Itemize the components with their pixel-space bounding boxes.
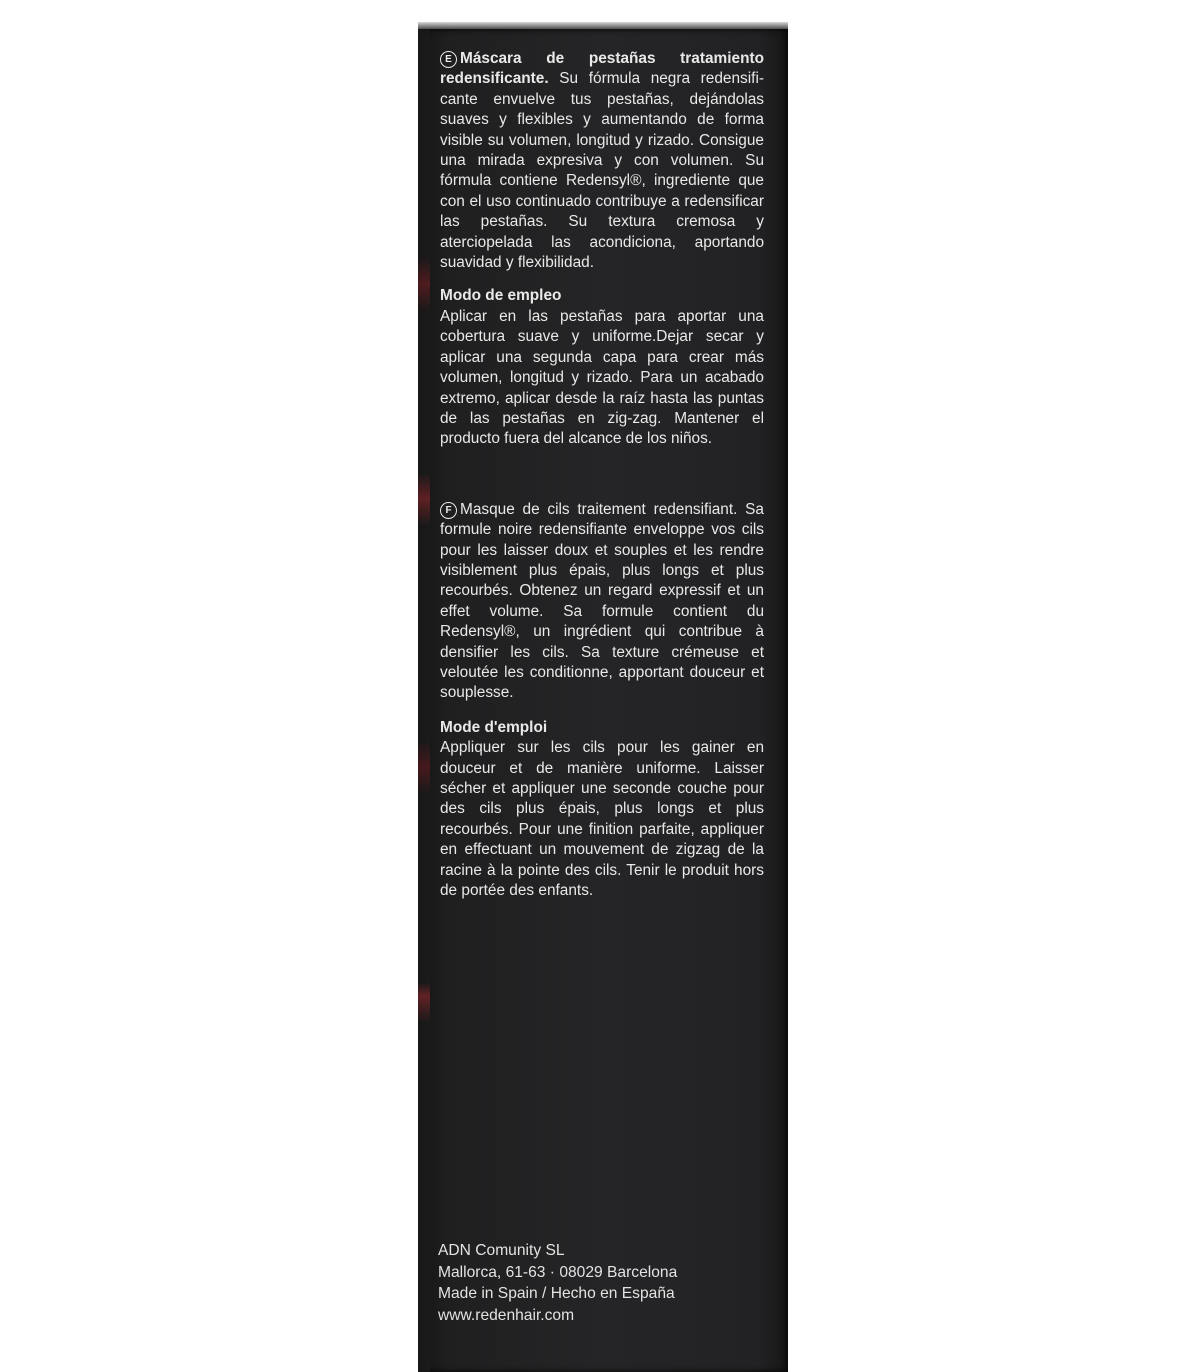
french-description [440,500,764,704]
spanish-intro-text: Su fórmula negra redensificante envuelve tus pestañas, dejándolas suaves y flexibles y aumentando de forma visible su volumen, longitud y rizado. Consigue una mirada expresiva y con volumen. Su fórmula contiene Redensyl®, ingrediente que con el uso continuado contribuye a redensificar las pestañas. Su textura cremosa y aterciopelada las acondiciona, aportando suavidad y flexibilidad. [440,70,764,272]
french-usage-heading: Mode d'emploi [440,718,548,736]
language-mark-french: F [440,502,457,519]
french-intro-text: Masque de cils traitement redensifiant. Sa formule noire redensifiante enveloppe vos cils pour les laisser doux et souples et les rendre visiblement plus épais, plus longs et plus recourbés. Obtenez un regard expressif et un effet volume. Sa formule contient du Redensyl®, un ingrédient qui contribue à densifier les cils. Sa texture crémeuse et veloutée les conditionne, apportant douceur et souplesse. [440,500,764,702]
website-url: www.redenhair.com [438,1306,575,1324]
company-name: ADN Comunity SL [438,1242,565,1259]
spanish-product-name: Máscara de pestañas tratamiento redensificante. [440,50,764,88]
manufacturer-info [438,1240,677,1326]
spanish-description [440,49,764,273]
origin-statement: Made in Spain / Hecho en España [438,1285,675,1303]
company-address: Mallorca, 61-63 · 08029 Barcelona [438,1263,678,1281]
language-mark-spanish: E [440,51,457,68]
label-text-block [440,49,764,901]
spanish-usage-text: Aplicar en las pestañas para aportar una cobertura suave y uniforme.Dejar secar y aplicar una segunda capa para crear más volumen, longitud y rizado. Para un acabado extremo, aplicar desde la raíz hasta las puntas de las pestañas en zig-zag. Mantener el producto fuera del alcance de los niños. [440,307,764,448]
spanish-usage-heading: Modo de empleo [440,287,562,305]
box-fold-edge [418,29,430,1372]
french-usage-text: Appliquer sur les cils pour les gainer en douceur et de manière uniforme. Laisser sécher et appliquer une seconde couche pour des cils plus épais, plus longs et plus recourbés. Pour une finition parfaite, appliquer en effectuant un mouvement de zigzag de la racine à la pointe des cils. Tenir le produit hors de portée des enfants. [440,739,764,900]
